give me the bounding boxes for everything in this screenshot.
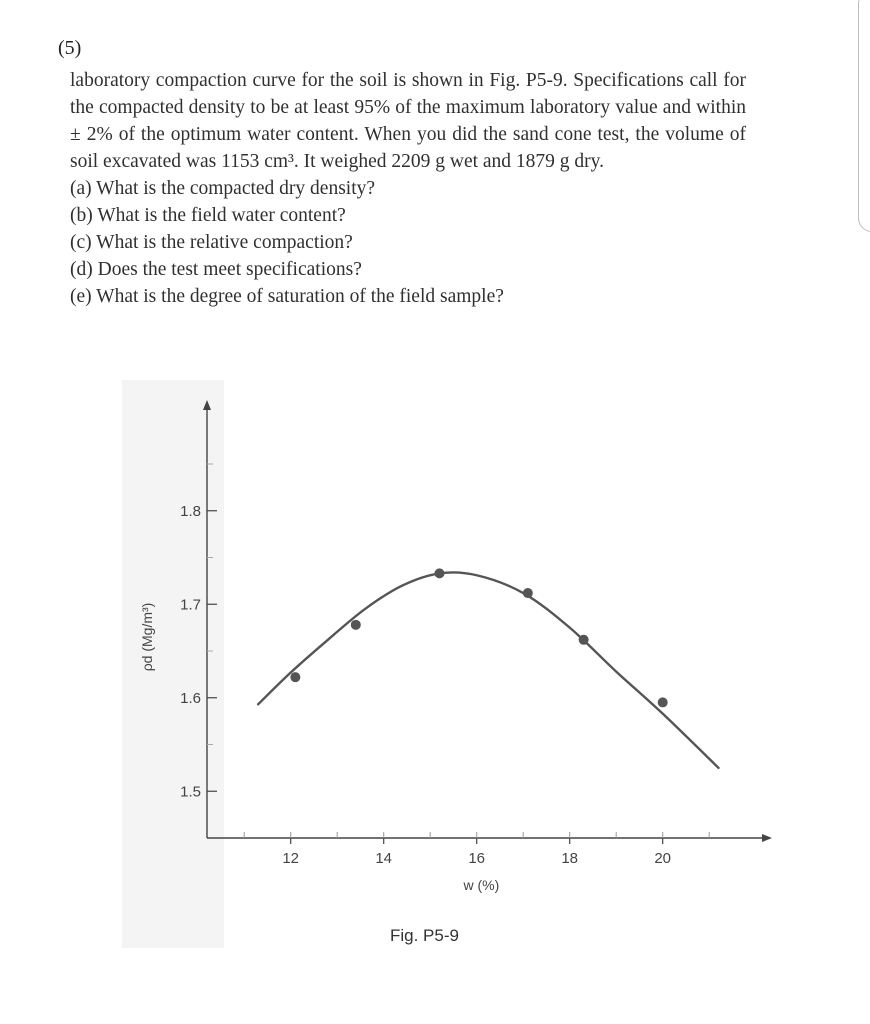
compaction-curve: [258, 572, 718, 768]
figure-shadow: [122, 380, 224, 948]
data-point: [290, 672, 300, 682]
data-point: [658, 697, 668, 707]
y-tick-label: 1.6: [180, 689, 201, 707]
x-axis-label: w (%): [463, 877, 500, 893]
question-b: (b) What is the field water content?: [70, 205, 346, 226]
question-a: (a) What is the compacted dry density?: [70, 178, 376, 199]
problem-number: (5): [58, 37, 82, 59]
data-point: [435, 568, 445, 578]
problem-text: [70, 67, 746, 310]
question-e: (e) What is the degree of saturation of the field sample?: [70, 286, 504, 307]
problem-intro: laboratory compaction curve for the soil is shown in Fig. P5-9. Specifications call for the compacted density to be at least 95% of the maximum laboratory value and within ± 2% of the optimum water content. When you did the sand cone test, the volume of soil excavated was 1153 cm³. It weighed 2209 g wet and 1879 g dry.: [70, 70, 746, 172]
x-tick-label: 20: [654, 850, 672, 867]
data-point: [351, 620, 361, 630]
side-panel-edge: [858, 0, 870, 232]
data-point: [579, 635, 589, 645]
compaction-figure: [0, 360, 870, 1000]
compaction-chart: [0, 360, 870, 960]
y-tick-label: 1.8: [180, 502, 201, 520]
x-tick-label: 16: [468, 850, 486, 867]
question-c: (c) What is the relative compaction?: [70, 232, 353, 253]
data-point: [523, 588, 533, 598]
y-tick-label: 1.5: [180, 783, 201, 801]
question-d: (d) Does the test meet specifications?: [70, 259, 362, 280]
y-tick-label: 1.7: [180, 596, 201, 614]
y-axis-label: ρd (Mg/m³): [139, 602, 155, 672]
x-tick-label: 14: [375, 850, 393, 867]
x-tick-label: 18: [561, 850, 579, 867]
figure-caption: Fig. P5-9: [390, 926, 459, 945]
x-tick-label: 12: [282, 850, 300, 867]
x-axis-arrow: [762, 834, 772, 842]
